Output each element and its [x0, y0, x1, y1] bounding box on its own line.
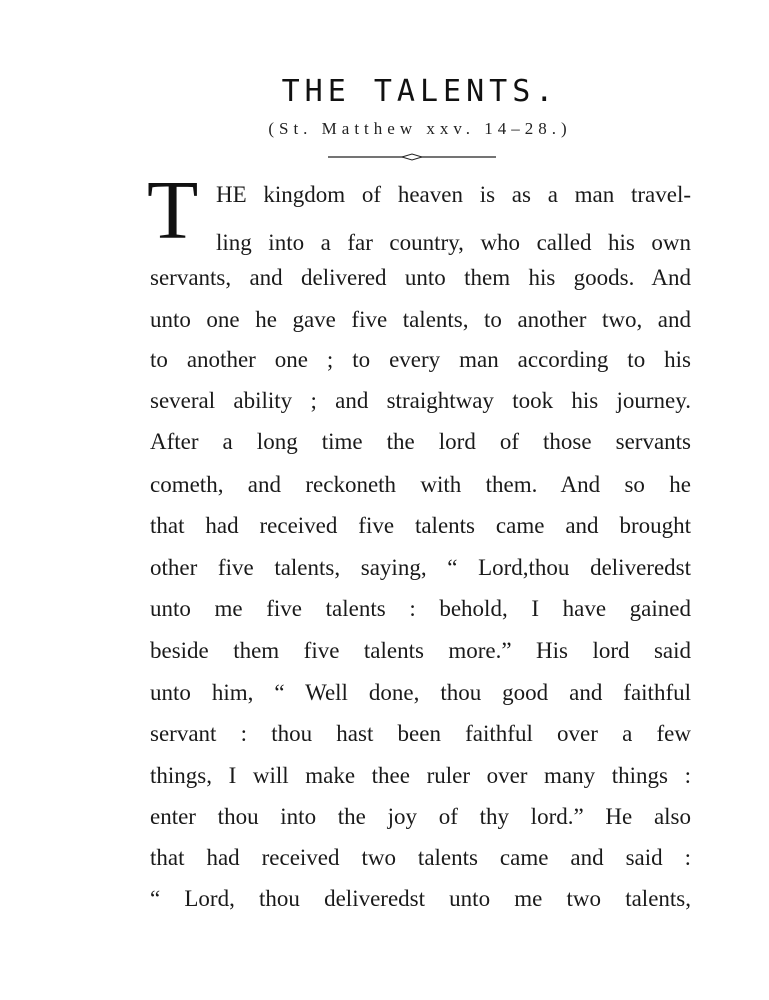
ornamental-divider — [328, 152, 496, 162]
text-line: unto me five talents : behold, I have gained — [150, 596, 691, 621]
text-line: servant : thou hast been faithful over a few — [150, 721, 691, 746]
text-line: enter thou into the joy of thy lord.” He also — [150, 804, 691, 829]
text-line: After a long time the lord of those servants — [150, 429, 691, 454]
page-title: THE TALENTS. — [281, 74, 559, 109]
drop-cap: T — [147, 164, 199, 257]
text-line: servants, and delivered unto them his goods. And — [150, 265, 691, 290]
text-line: that had received five talents came and brought — [150, 513, 691, 538]
text-line: cometh, and reckoneth with them. And so he — [150, 472, 691, 497]
text-line: other five talents, saying, “ Lord,thou deliveredst — [150, 555, 691, 580]
scripture-reference: (St. Matthew xxv. 14–28.) — [268, 119, 572, 138]
text-line: things, I will make thee ruler over many things : — [150, 763, 691, 788]
text-line: ling into a far country, who called his own — [216, 230, 691, 255]
text-line: HE kingdom of heaven is as a man travel- — [216, 182, 691, 207]
text-line: several ability ; and straightway took his journey. — [150, 388, 691, 413]
text-line: to another one ; to every man according to his — [150, 347, 691, 372]
text-line: beside them five talents more.” His lord said — [150, 638, 691, 663]
text-line: unto him, “ Well done, thou good and faithful — [150, 680, 691, 705]
text-line: “ Lord, thou deliveredst unto me two talents, — [150, 886, 691, 911]
text-line: unto one he gave five talents, to another two, and — [150, 307, 691, 332]
text-line: that had received two talents came and said : — [150, 845, 691, 870]
